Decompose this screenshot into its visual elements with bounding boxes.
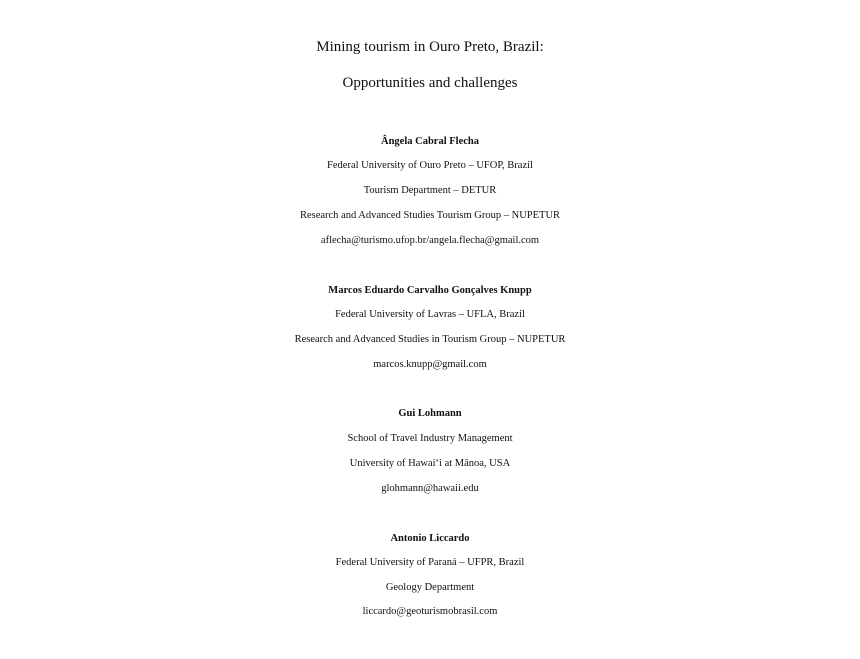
author-email: glohmann@hawaii.edu xyxy=(381,483,479,494)
paper-title-line-2: Opportunities and challenges xyxy=(342,75,518,91)
author-name: Marcos Eduardo Carvalho Gonçalves Knupp xyxy=(328,285,532,296)
author-affiliation: Federal University of Paraná – UFPR, Brazil xyxy=(335,557,525,568)
paper-title-line-1: Mining tourism in Ouro Preto, Brazil: xyxy=(316,39,544,55)
author-research-group: Research and Advanced Studies in Tourism Group – NUPETUR xyxy=(294,334,566,345)
author-research-group: Research and Advanced Studies Tourism Group – NUPETUR xyxy=(299,210,561,221)
author-name: Antonio Liccardo xyxy=(390,533,470,544)
author-affiliation: Federal University of Lavras – UFLA, Brazil xyxy=(335,309,525,320)
author-name: Ângela Cabral Flecha xyxy=(381,136,479,147)
author-department: Tourism Department – DETUR xyxy=(363,185,497,196)
author-department: Geology Department xyxy=(385,582,475,593)
author-name: Gui Lohmann xyxy=(398,408,462,419)
author-university: University of Hawai‘i at Mānoa, USA xyxy=(349,458,511,469)
author-affiliation: School of Travel Industry Management xyxy=(347,433,513,444)
author-affiliation: Federal University of Ouro Preto – UFOP, Brazil xyxy=(327,160,533,171)
author-email: aflecha@turismo.ufop.br/angela.flecha@gmail.com xyxy=(320,235,540,246)
author-email: liccardo@geoturismobrasil.com xyxy=(362,606,498,617)
author-email: marcos.knupp@gmail.com xyxy=(373,359,487,370)
